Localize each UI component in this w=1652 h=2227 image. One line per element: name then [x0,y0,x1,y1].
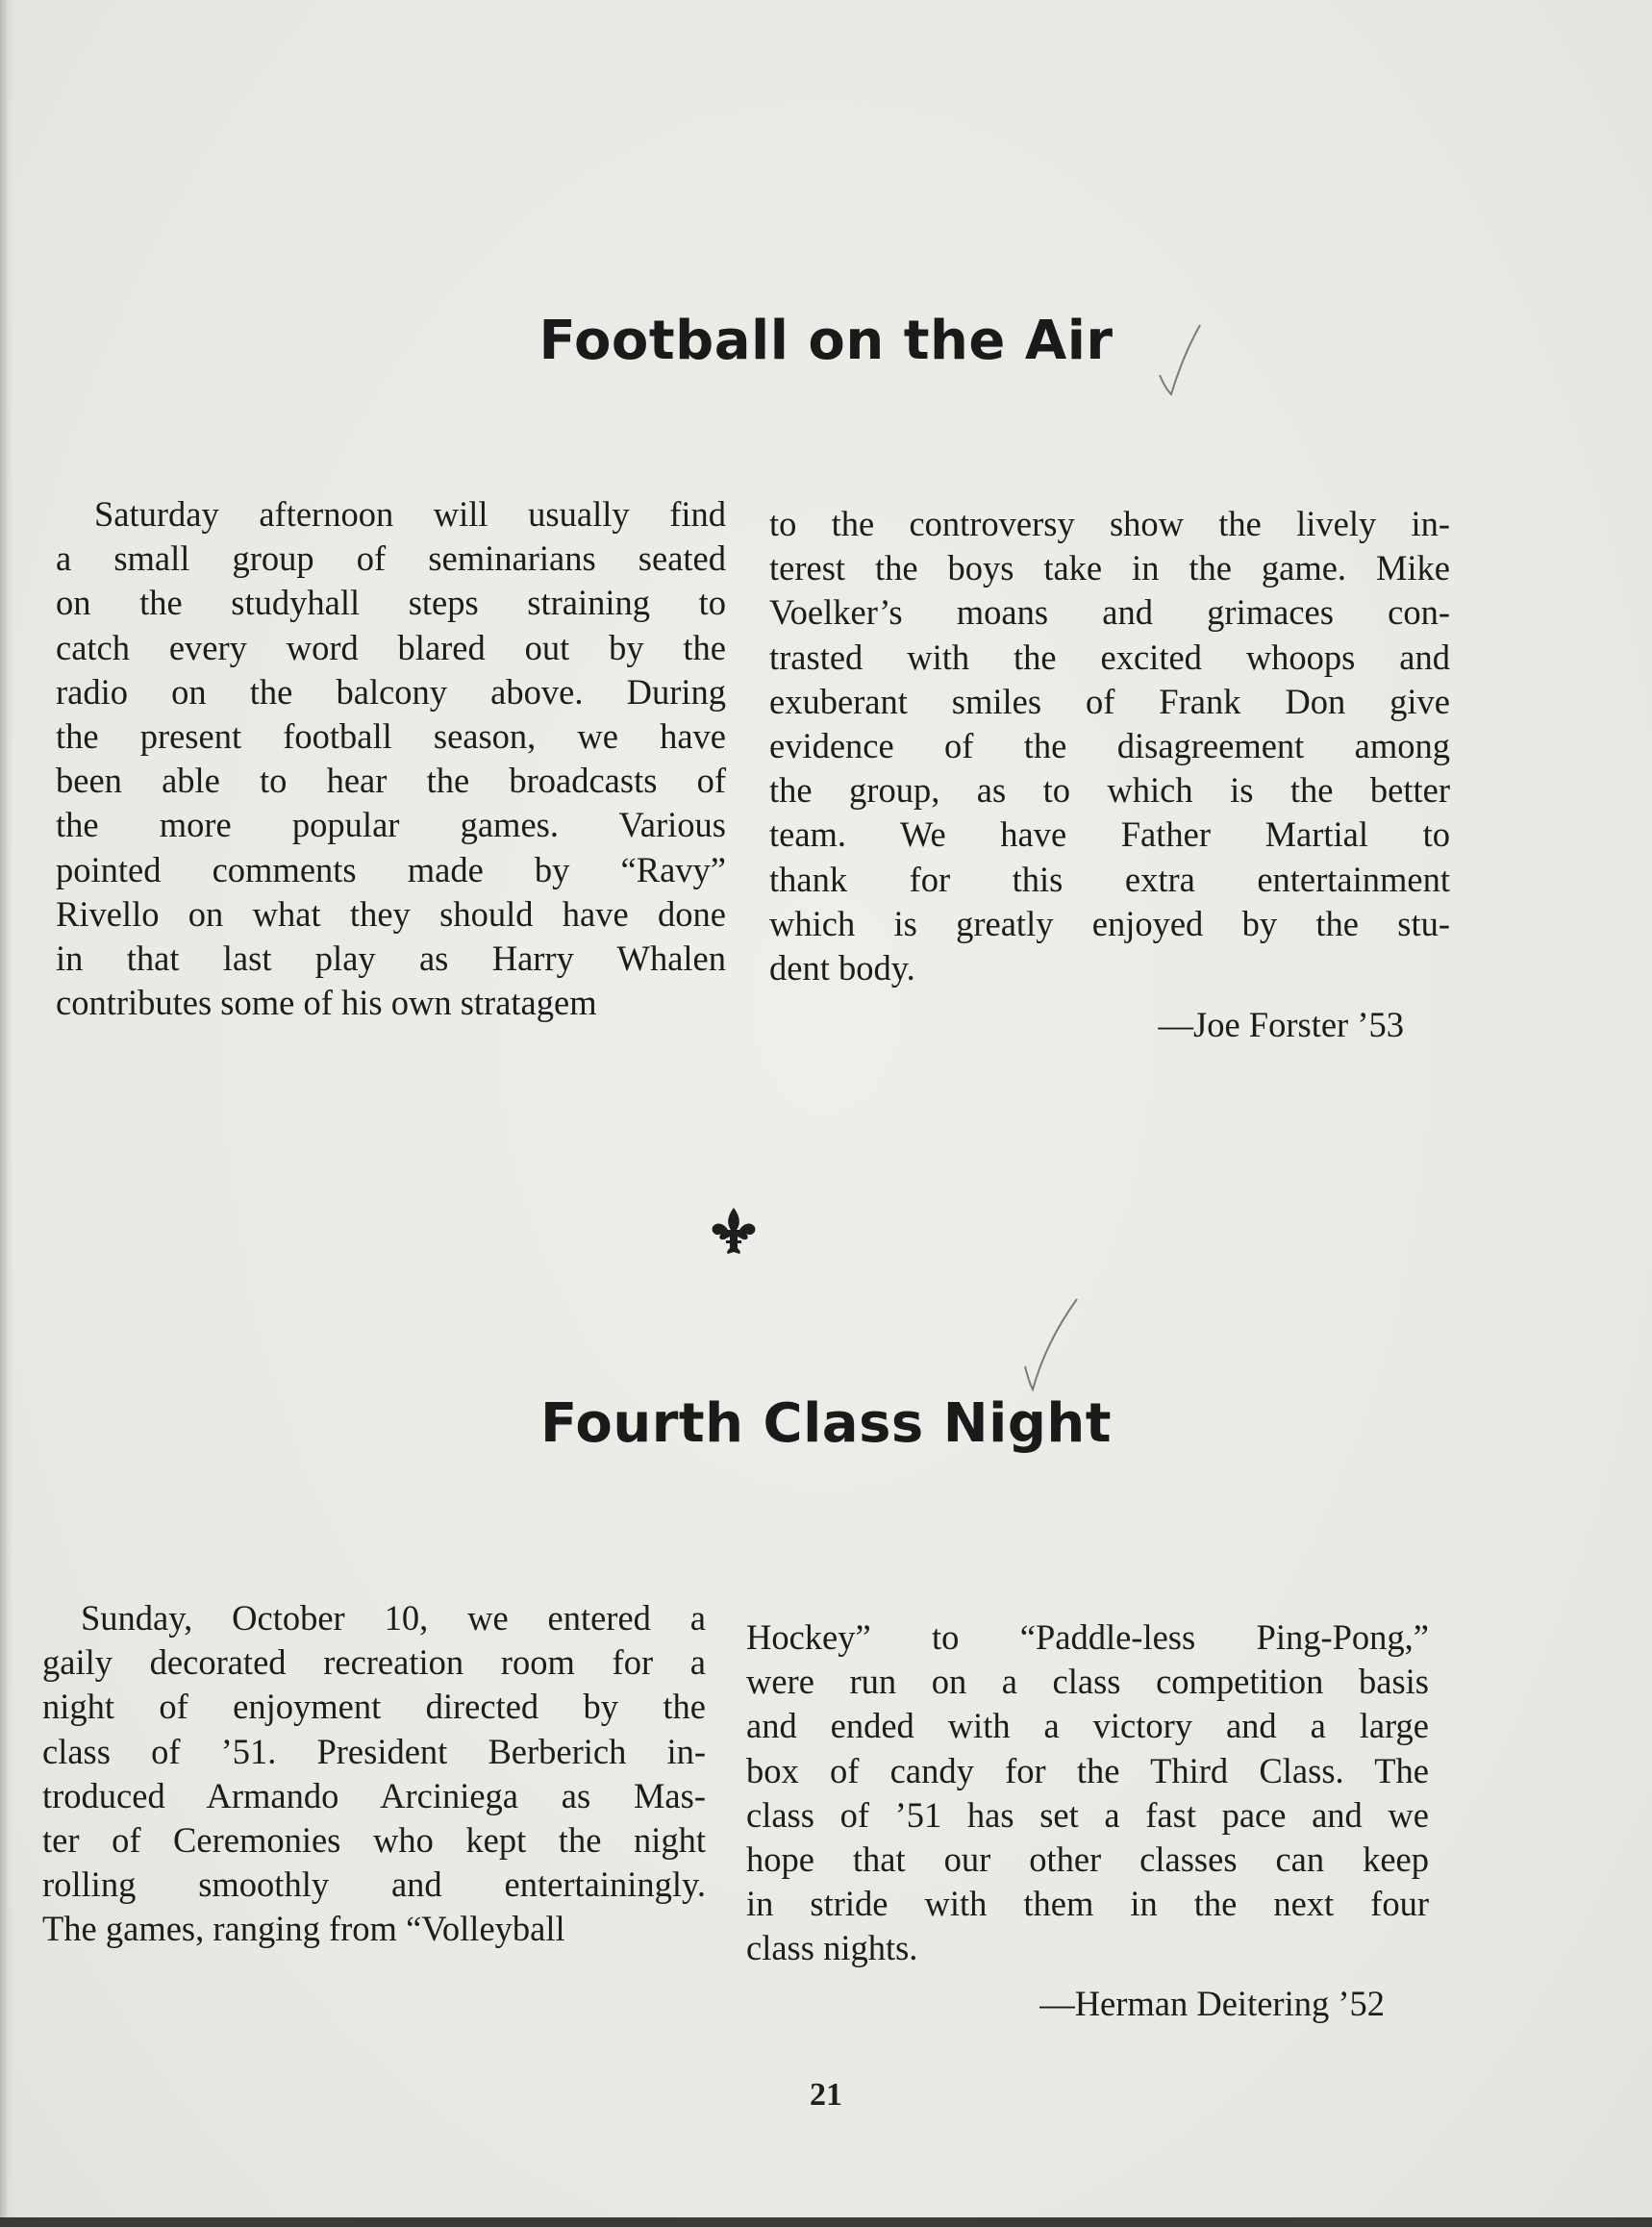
article-byline: —Joe Forster ’53 [1158,1005,1404,1044]
article-column-right [769,502,1450,990]
text-line: pointed comments made by “Ravy” [56,849,726,889]
text-line: dent body. [769,947,915,988]
text-line: team. We have Father Martial to [769,814,1450,855]
text-line: a small group of seminarians seated [56,538,726,579]
text-line: box of candy for the Third Class. The [746,1750,1429,1790]
text-line: on the studyhall steps straining to [56,583,726,623]
text-line: Saturday afternoon will usually find [94,494,726,534]
article-column-left [42,1596,706,1952]
text-line: Voelker’s moans and grimaces con- [769,592,1450,633]
text-line: class of ’51. President Berberich in- [42,1731,706,1771]
article-column-right [746,1615,1429,1971]
text-line: terest the boys take in the game. Mike [769,548,1450,588]
article-column-left [56,492,726,1025]
text-line: to the controversy show the lively in- [769,504,1450,543]
text-line: rolling smoothly and entertainingly. [42,1864,706,1905]
fleur-de-lis-icon [707,1204,761,1258]
text-line: the group, as to which is the better [769,770,1450,811]
text-line: the more popular games. Various [56,805,726,845]
text-line: class nights. [746,1928,918,1968]
text-line: hope that our other classes can keep [746,1839,1429,1879]
text-line: The games, ranging from “Volleyball [42,1909,565,1949]
text-line: ter of Ceremonies who kept the night [42,1819,706,1860]
text-line: evidence of the disagreement among [769,725,1450,765]
text-line: Rivello on what they should have done [56,893,726,934]
text-line: exuberant smiles of Frank Don give [769,681,1450,721]
article-byline: —Herman Deitering ’52 [1039,1984,1385,2023]
text-line: and ended with a victory and a large [746,1706,1429,1746]
article-title: Fourth Class Night [539,1392,1113,1455]
text-line: trasted with the excited whoops and [769,637,1450,677]
text-line: thank for this extra entertainment [769,859,1450,899]
text-line: night of enjoyment directed by the [42,1687,706,1727]
page-number: 21 [810,2077,842,2113]
text-line: class of ’51 has set a fast pace and we [746,1794,1429,1835]
text-line: catch every word blared out by the [56,627,726,667]
text-line: in that last play as Harry Whalen [56,938,726,978]
text-line: the present football season, we have [56,715,726,756]
text-line: which is greatly enjoyed by the stu- [769,903,1450,943]
text-line: Sunday, October 10, we entered a [81,1598,706,1638]
text-line: were run on a class competition basis [746,1662,1429,1702]
text-line: in stride with them in the next four [746,1884,1429,1924]
page-bottom-edge [0,2217,1652,2227]
text-line: radio on the balcony above. During [56,671,726,712]
text-line: contributes some of his own stratagem [56,983,597,1023]
article-title: Football on the Air [538,310,1114,372]
text-line: troduced Armando Arciniega as Mas- [42,1775,706,1815]
text-line: been able to hear the broadcasts of [56,761,726,801]
text-line: gaily decorated recreation room for a [42,1642,706,1683]
pencil-checkmark [1017,1293,1085,1399]
text-line: Hockey” to “Paddle-less Ping-Pong,” [746,1617,1429,1657]
